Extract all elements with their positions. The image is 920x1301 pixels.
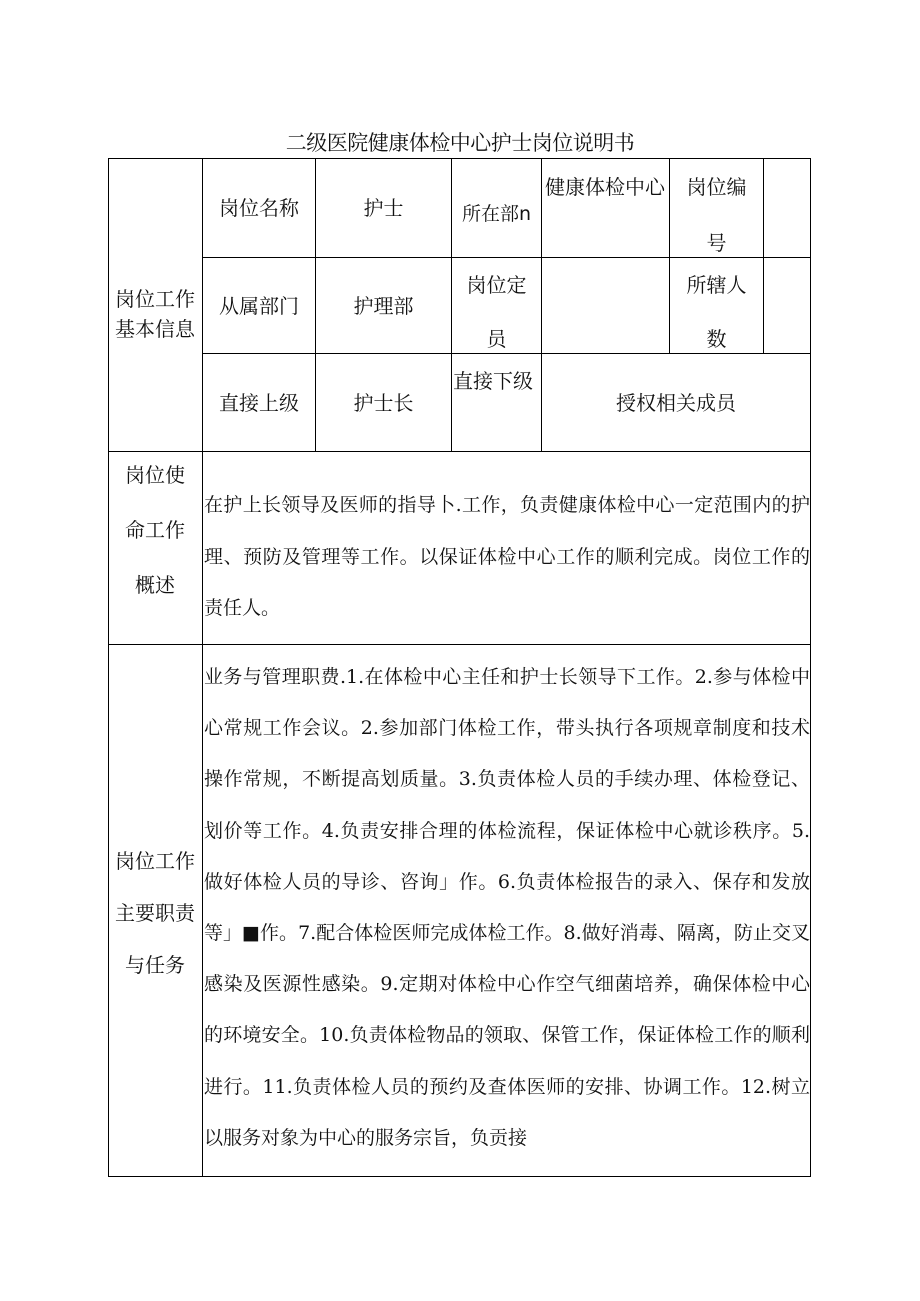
basic-info-label: 岗位工作基本信息 — [115, 287, 195, 341]
post-code-label: 岗位编号 — [686, 175, 747, 255]
page-title: 二级医院健康体检中心护士岗位说明书 — [285, 131, 635, 155]
subordinates-label: 所辖人数 — [686, 273, 747, 351]
staffing-label: 岗位定员 — [466, 273, 527, 351]
parent-dept-value: 护理部 — [353, 293, 414, 318]
mission-label: 岗位使命工作概述 — [125, 463, 185, 597]
dept-label: 所在部n — [461, 203, 532, 225]
post-name-value: 护士 — [363, 196, 404, 220]
parent-dept-label: 从属部门 — [219, 293, 299, 318]
subordinates-value — [764, 258, 810, 353]
superior-value: 护士长 — [353, 390, 414, 415]
subordinate-value: 授权相关成员 — [616, 390, 736, 415]
post-code-value — [764, 159, 810, 257]
staffing-value — [543, 258, 668, 353]
dept-value: 健康体检中心 — [545, 175, 665, 199]
superior-label: 直接上级 — [219, 390, 299, 415]
subordinate-label: 直接下级 — [453, 369, 533, 393]
post-name-label: 岗位名称 — [219, 196, 299, 220]
duties-text: 业务与管理职费.1.在体检中心主任和护士长领导下工作。2.参与体检中心常规工作会议。2.参加部门体检工作，带头执行各项规章制度和技术操作常规，不断提高划质量。3.负责体检人员的手续办理、体检登记、划价等工作。4.负责安排合理的体检流程，保证体检中心就诊秩序。5.做好体检人员的导诊、咨询」作。6.负责体检报告的录入、保存和发放等」■作。7.配合体检医师完成体检工作。8.做好消毒、隔离，防止交叉感染及医源性感染。9.定期对体检中心作空气细菌培养，确保体检中心的环境安全。10.负责体检物品的领取、保管工作，保证体检工作的顺利进行。11.负责体检人员的预约及查体医师的安排、协调工作。12.树立以服务对象为中心的服务宗旨，负贡接 — [204, 666, 810, 1149]
mission-text: 在护上长领导及医师的指导卜.工作，负责健康体检中心一定范围内的护理、预防及管理等工作。以保证体检中心工作的顺利完成。岗位工作的责任人。 — [204, 494, 810, 619]
duties-label: 岗位工作主要职责与任务 — [115, 849, 195, 977]
